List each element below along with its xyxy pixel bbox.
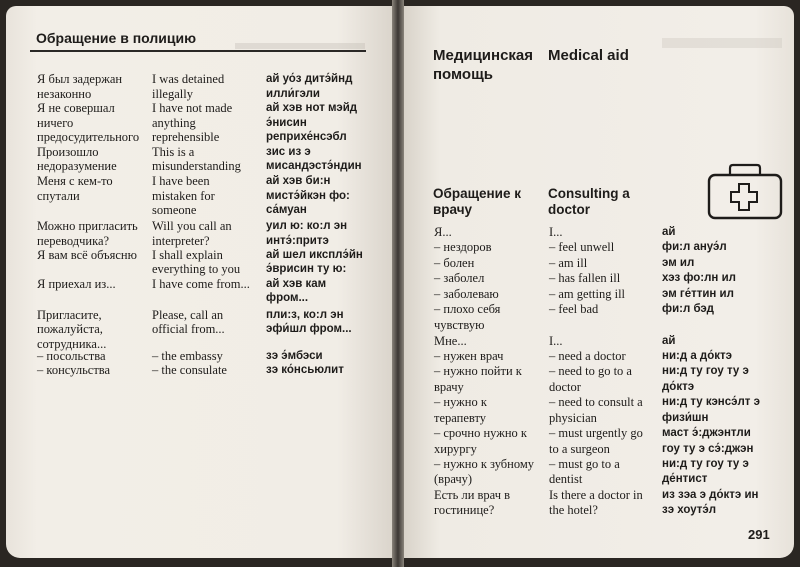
phrase-ru: – нужен врач bbox=[434, 349, 504, 363]
phrase-tr: зэ э́мбэси bbox=[266, 350, 323, 362]
phrase-tr: из зэа э до́ктэ ин bbox=[662, 489, 759, 501]
phrase-tr: пли:з, ко:л эн bbox=[266, 309, 344, 321]
phrase-ru: Мне... bbox=[434, 334, 467, 348]
phrase-en: – need a doctor bbox=[549, 349, 626, 363]
phrase-tr: зэ ко́нсьюлит bbox=[266, 364, 344, 376]
phrase-tr: ай bbox=[662, 226, 676, 238]
phrase-en: I... bbox=[549, 334, 563, 348]
heading-ru-line-2: помощь bbox=[433, 66, 493, 83]
phrase-en: mistaken for bbox=[152, 189, 215, 203]
phrase-ru: (врачу) bbox=[434, 472, 473, 486]
phrase-tr: ай шел иксплэ́йн bbox=[266, 249, 363, 261]
show-through-smear bbox=[235, 43, 365, 49]
phrase-tr: мисандэстэ́ндин bbox=[266, 160, 362, 172]
phrase-ru: – нездоров bbox=[434, 240, 492, 254]
phrase-tr: ай хэв кам bbox=[266, 278, 327, 290]
phrase-ru: терапевту bbox=[434, 411, 487, 425]
phrase-en: – has fallen ill bbox=[549, 271, 621, 285]
phrase-en: I have come from... bbox=[152, 277, 250, 291]
phrase-ru: сотрудника... bbox=[37, 337, 107, 351]
phrase-ru: – заболеваю bbox=[434, 287, 499, 301]
phrase-tr: э́врисин ту ю: bbox=[266, 263, 347, 275]
page-number: 291 bbox=[748, 527, 770, 542]
phrase-ru: гостинице? bbox=[434, 503, 495, 517]
phrase-tr: илли́гэли bbox=[266, 88, 320, 100]
phrase-ru: – заболел bbox=[434, 271, 485, 285]
phrase-tr: эм ил bbox=[662, 257, 695, 269]
phrase-tr: до́ктэ bbox=[662, 381, 695, 393]
phrase-ru: Я вам всё объясню bbox=[37, 248, 137, 262]
phrase-tr: ай хэв нот мэйд bbox=[266, 102, 358, 114]
phrase-ru: – нужно пойти к bbox=[434, 364, 522, 378]
phrase-en: the hotel? bbox=[549, 503, 598, 517]
phrase-tr: фи:л ануэ́л bbox=[662, 241, 727, 253]
phrase-tr: фи:л бэд bbox=[662, 303, 714, 315]
phrase-tr: ни:д ту гоу ту э bbox=[662, 365, 749, 377]
show-through-smear bbox=[662, 38, 782, 48]
phrase-en: doctor bbox=[549, 380, 581, 394]
heading-en: Medical aid bbox=[548, 47, 629, 64]
phrase-tr: гоу ту э сэ́:джэн bbox=[662, 443, 754, 455]
phrase-en: dentist bbox=[549, 472, 583, 486]
phrase-ru: Я был задержан bbox=[37, 72, 123, 86]
phrase-en: reprehensible bbox=[152, 130, 220, 144]
phrase-en: – am getting ill bbox=[549, 287, 626, 301]
phrase-ru: пожалуйста, bbox=[37, 322, 103, 336]
phrase-tr: са́муан bbox=[266, 204, 307, 216]
phrase-ru: врачу bbox=[434, 380, 464, 394]
phrase-en: – feel unwell bbox=[549, 240, 615, 254]
phrase-ru: Есть ли врач в bbox=[434, 488, 511, 502]
title-rule bbox=[30, 50, 366, 52]
phrase-tr: интэ́:притэ bbox=[266, 235, 329, 247]
phrase-en: anything bbox=[152, 116, 196, 130]
phrase-ru: хирургу bbox=[434, 442, 477, 456]
phrase-tr: ни:д а до́ктэ bbox=[662, 350, 732, 362]
phrase-ru: недоразумение bbox=[37, 159, 117, 173]
phrase-tr: фром... bbox=[266, 292, 309, 304]
phrase-en: I... bbox=[549, 225, 563, 239]
phrase-en: to a surgeon bbox=[549, 442, 610, 456]
phrase-ru: спутали bbox=[37, 189, 80, 203]
phrase-ru: Меня с кем-то bbox=[37, 174, 113, 188]
phrase-tr: ни:д ту гоу ту э bbox=[662, 458, 749, 470]
phrase-tr: ай хэв би:н bbox=[266, 175, 331, 187]
phrase-ru: – нужно к bbox=[434, 395, 487, 409]
phrase-ru: незаконно bbox=[37, 87, 92, 101]
phrase-en: – the consulate bbox=[152, 363, 227, 377]
phrase-en: misunderstanding bbox=[152, 159, 241, 173]
phrase-tr: де́нтист bbox=[662, 473, 708, 485]
phrase-tr: ай уо́з дитэ́йнд bbox=[266, 73, 353, 85]
phrase-ru: Произошло bbox=[37, 145, 99, 159]
phrase-ru: – консульства bbox=[37, 363, 111, 377]
phrase-tr: э́нисин bbox=[266, 117, 307, 129]
subheading-en-line-2: doctor bbox=[548, 202, 590, 217]
subheading-ru bbox=[433, 186, 521, 218]
phrase-en: physician bbox=[549, 411, 597, 425]
phrase-tr: физи́шн bbox=[662, 412, 709, 424]
phrase-ru: – болен bbox=[434, 256, 475, 270]
subheading-ru-line-1: Обращение к bbox=[433, 186, 521, 201]
phrase-en: I was detained bbox=[152, 72, 225, 86]
phrase-en: interpreter? bbox=[152, 234, 210, 248]
phrase-en: everything to you bbox=[152, 262, 241, 276]
phrase-ru: чувствую bbox=[434, 318, 485, 332]
phrase-ru: – посольства bbox=[37, 349, 106, 363]
heading-ru bbox=[433, 46, 533, 84]
phrase-en: – need to go to a bbox=[549, 364, 632, 378]
phrase-ru: предосудительного bbox=[37, 130, 140, 144]
phrase-en: Will you call an bbox=[152, 219, 232, 233]
section-title-police: Обращение в полицию bbox=[36, 30, 197, 46]
phrase-ru: Я приехал из... bbox=[37, 277, 116, 291]
phrase-en: I have been bbox=[152, 174, 210, 188]
book-gutter bbox=[392, 0, 404, 567]
phrase-ru: Я... bbox=[434, 225, 452, 239]
phrase-en: – must go to a bbox=[549, 457, 620, 471]
phrase-tr: эфи́шл фром... bbox=[266, 323, 352, 335]
phrase-en: – must urgently go bbox=[549, 426, 643, 440]
phrase-en: Please, call an bbox=[152, 308, 224, 322]
phrase-tr: эм ге́ттин ил bbox=[662, 288, 734, 300]
medical-kit-icon bbox=[706, 163, 784, 221]
subheading-en bbox=[548, 186, 630, 218]
phrase-ru: – плохо себя bbox=[434, 302, 501, 316]
phrase-tr: зэ хоутэ́л bbox=[662, 504, 717, 516]
phrase-ru: Я не совершал bbox=[37, 101, 115, 115]
phrase-tr: мистэ́йкэн фо: bbox=[266, 190, 350, 202]
phrase-en: – am ill bbox=[549, 256, 588, 270]
phrase-ru: – срочно нужно к bbox=[434, 426, 527, 440]
subheading-en-line-1: Consulting a bbox=[548, 186, 630, 201]
phrase-en: someone bbox=[152, 203, 197, 217]
phrase-en: – need to consult a bbox=[549, 395, 643, 409]
phrase-en: This is a bbox=[152, 145, 195, 159]
phrase-en: – the embassy bbox=[152, 349, 223, 363]
phrase-ru: Можно пригласить bbox=[37, 219, 138, 233]
heading-ru-line-1: Медицинская bbox=[433, 47, 534, 64]
phrase-tr: уил ю: ко:л эн bbox=[266, 220, 348, 232]
phrase-en: I shall explain bbox=[152, 248, 223, 262]
phrase-ru: Пригласите, bbox=[37, 308, 102, 322]
phrase-ru: – нужно к зубному bbox=[434, 457, 535, 471]
phrase-tr: реприхе́нсэбл bbox=[266, 131, 347, 143]
phrase-en: I have not made bbox=[152, 101, 233, 115]
phrase-ru: переводчика? bbox=[37, 234, 110, 248]
phrase-tr: ни:д ту кэнсэ́лт э bbox=[662, 396, 760, 408]
phrase-ru: ничего bbox=[37, 116, 74, 130]
phrase-en: Is there a doctor in bbox=[549, 488, 643, 502]
phrase-tr: ай bbox=[662, 335, 676, 347]
phrase-en: – feel bad bbox=[549, 302, 599, 316]
phrase-en: illegally bbox=[152, 87, 193, 101]
phrase-tr: хэз фо:лн ил bbox=[662, 272, 736, 284]
subheading-ru-line-2: врачу bbox=[433, 202, 473, 217]
phrase-tr: зис из э bbox=[266, 146, 311, 158]
phrase-en: official from... bbox=[152, 322, 225, 336]
phrase-tr: маст э́:джэнтли bbox=[662, 427, 751, 439]
